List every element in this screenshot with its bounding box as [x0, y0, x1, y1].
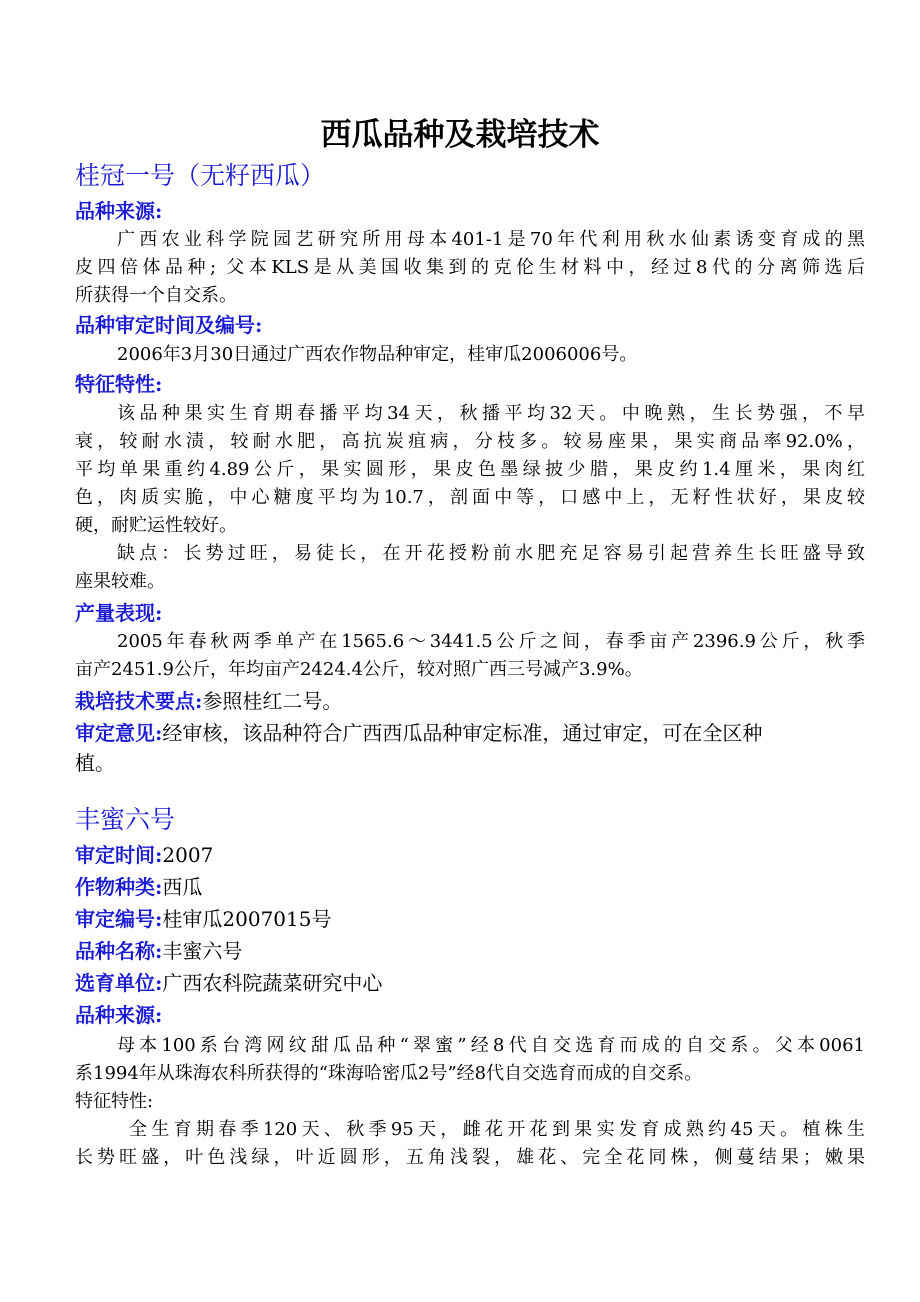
source-heading-1: 品种来源:	[75, 199, 163, 223]
opinion-continuation: 植。	[75, 751, 115, 775]
source-line: 广西农业科学院园艺研究所用母本401-1是70年代利用秋水仙素诱变育成的黑	[117, 229, 865, 250]
opinion-row	[75, 718, 762, 748]
field-value: 丰蜜六号	[162, 939, 243, 963]
traits-line: 色，肉质实脆，中心糖度平均为10.7，剖面中等，口感中上，无籽性状好，果皮较	[75, 487, 865, 508]
source-line: 系1994年从珠海农科所获得的“珠海哈密瓜2号”经8代自交选育而成的自交系。	[75, 1063, 703, 1084]
source-heading-2: 品种来源:	[75, 1003, 163, 1027]
field-label: 审定编号:	[75, 907, 163, 931]
source-line: 母本100系台湾网纹甜瓜品种“翠蜜”经8代自交选育而成的自交系。父本0061	[117, 1035, 865, 1056]
defects-line: 缺点：长势过旺，易徒长，在开花授粉前水肥充足容易引起营养生长旺盛导致	[117, 543, 865, 564]
yield-line: 亩产2451.9公斤，年均亩产2424.4公斤，较对照广西三号减产3.9%。	[75, 659, 643, 680]
field-breeding-unit	[75, 968, 382, 998]
cultivation-label: 栽培技术要点:	[75, 689, 203, 713]
traits-heading-2: 特征特性:	[75, 1091, 154, 1112]
field-approval-number	[75, 904, 331, 934]
approval-line: 2006年3月30日通过广西农作物品种审定，桂审瓜2006006号。	[117, 344, 638, 365]
page-title: 西瓜品种及栽培技术	[320, 117, 600, 153]
traits-heading-1: 特征特性:	[75, 372, 163, 396]
cultivation-value: 参照桂红二号。	[202, 689, 343, 713]
traits-line: 全生育期春季120天、秋季95天，雌花开花到果实发育成熟约45天。植株生	[129, 1119, 865, 1140]
field-value: 桂审瓜2007015号	[162, 907, 332, 931]
field-value: 广西农科院蔬菜研究中心	[162, 971, 383, 995]
yield-line: 2005年春秋两季单产在1565.6～3441.5公斤之间，春季亩产2396.9公斤，秋季	[117, 631, 865, 652]
source-line: 皮四倍体品种; 父本KLS是从美国收集到的克伦生材料中，经过8代的分离筛选后	[75, 257, 865, 278]
field-label: 审定时间:	[75, 843, 163, 867]
cultivation-row	[75, 686, 342, 716]
traits-line: 硬，耐贮运性较好。	[75, 515, 237, 536]
opinion-value: 经审核，该品种符合广西西瓜品种审定标准，通过审定，可在全区种	[162, 721, 763, 745]
yield-heading: 产量表现:	[75, 601, 163, 625]
field-value: 2007	[162, 843, 214, 867]
field-crop-type	[75, 872, 202, 902]
field-value: 西瓜	[162, 875, 203, 899]
field-label: 品种名称:	[75, 939, 163, 963]
traits-line: 平均单果重约4.89公斤，果实圆形，果皮色墨绿披少腊，果皮约1.4厘米，果肉红	[75, 459, 865, 480]
field-label: 选育单位:	[75, 971, 163, 995]
field-variety-name	[75, 936, 242, 966]
field-label: 作物种类:	[75, 875, 163, 899]
field-approval-time	[75, 840, 213, 870]
variety-name-1: 桂冠一号（无籽西瓜）	[75, 161, 326, 190]
approval-heading: 品种审定时间及编号:	[75, 313, 263, 337]
variety-name-2: 丰蜜六号	[75, 805, 176, 834]
traits-line: 长势旺盛，叶色浅绿，叶近圆形，五角浅裂，雄花、完全花同株，侧蔓结果；嫩果	[75, 1147, 865, 1168]
traits-line: 衰，较耐水渍，较耐水肥，高抗炭疽病，分枝多。较易座果，果实商品率92.0%，	[75, 431, 865, 452]
traits-line: 该品种果实生育期春播平均34天，秋播平均32天。中晚熟，生长势强，不早	[117, 403, 865, 424]
source-line: 所获得一个自交系。	[75, 285, 237, 306]
defects-line: 座果较难。	[75, 571, 165, 592]
opinion-label: 审定意见:	[75, 721, 163, 745]
